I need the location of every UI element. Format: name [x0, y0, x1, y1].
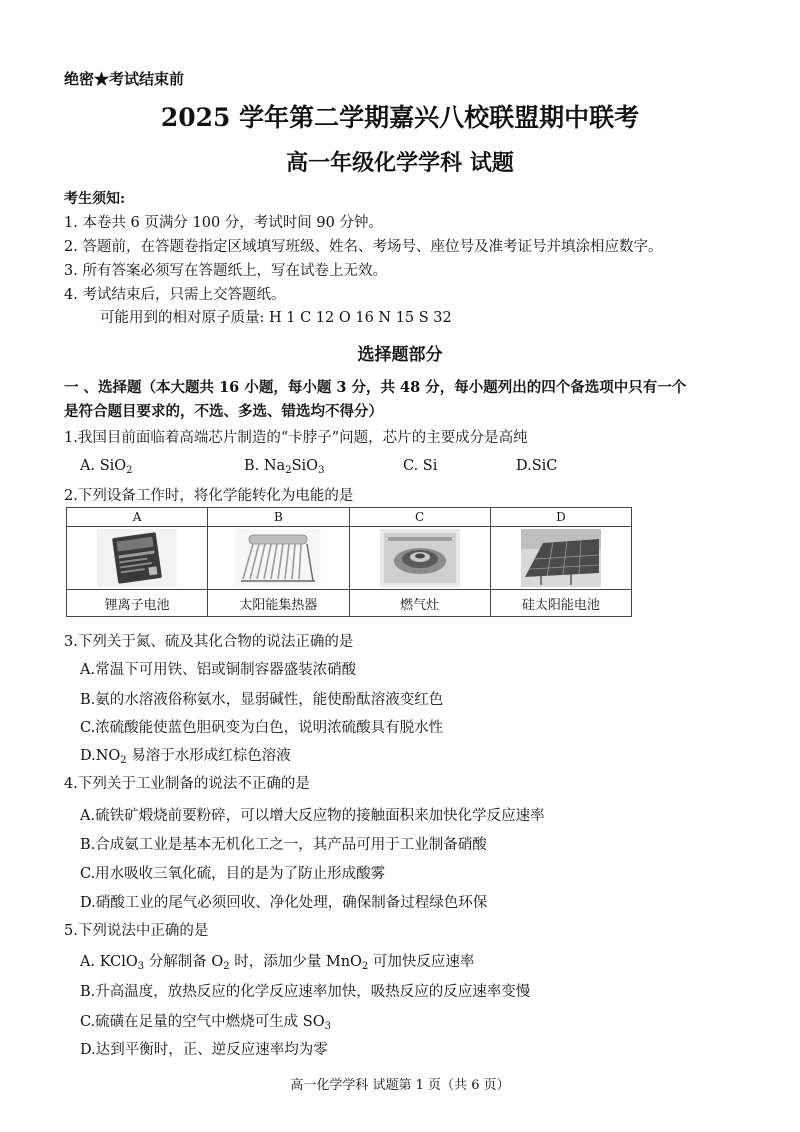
device-label-b: 太阳能集热器: [208, 590, 349, 617]
notice-item: 2. 答题前，在答题卷指定区域填写班级、姓名、考场号、座位号及准考证号并填涂相应数字。: [64, 239, 663, 255]
section-instruction: 一 、选择题（本大题共 16 小题，每小题 3 分，共 48 分，每小题列出的四个备选项中只有一个: [64, 379, 687, 396]
question-4-stem: 4.下列关于工业制备的说法不正确的是: [64, 776, 310, 792]
exam-title: 2025 学年第二学期嘉兴八校联盟期中联考: [160, 103, 640, 132]
question-5-option-b: B.升高温度，放热反应的化学反应速率加快，吸热反应的反应速率变慢: [80, 984, 531, 1000]
question-4-option-d: D.硝酸工业的尾气必须回收、净化处理，确保制备过程绿色环保: [80, 895, 488, 911]
question-3-stem: 3.下列关于氮、硫及其化合物的说法正确的是: [64, 634, 354, 650]
device-header-b: B: [208, 508, 349, 527]
notice-heading: 考生须知:: [64, 191, 126, 207]
question-1-option-b: B. $Na_2SiO_3$: [244, 458, 325, 476]
gas-stove-icon: [380, 529, 460, 587]
notice-item: 1. 本卷共 6 页满分 100 分，考试时间 90 分钟。: [64, 215, 383, 231]
question-3-option-b: B.氨的水溶液俗称氨水，显弱碱性，能使酚酞溶液变红色: [80, 692, 444, 708]
device-header-a: A: [67, 508, 208, 527]
device-label-d: 硅太阳能电池: [490, 590, 631, 617]
question-1-option-d: D.SiC: [516, 458, 558, 474]
device-table: [66, 507, 632, 617]
question-4-option-c: C.用水吸收三氧化硫，目的是为了防止形成酸雾: [80, 866, 386, 882]
notice-item: 3. 所有答案必须写在答题纸上，写在试卷上无效。: [64, 263, 387, 279]
page-footer: 高一化学学科 试题第 1 页（共 6 页）: [290, 1078, 510, 1093]
question-1-stem: 1.我国目前面临着高端芯片制造的“卡脖子”问题，芯片的主要成分是高纯: [64, 430, 528, 446]
device-header-c: C: [349, 508, 490, 527]
exam-subtitle: 高一年级化学学科 试题: [286, 150, 514, 176]
section-title: 选择题部分: [357, 345, 443, 365]
battery-icon: [97, 529, 177, 587]
section-instruction: 是符合题目要求的，不选、多选、错选均不得分）: [64, 403, 383, 420]
question-3-option-c: C.浓硫酸能使蓝色胆矾变为白色，说明浓硫酸具有脱水性: [80, 720, 444, 736]
question-5-option-c: C.硫磺在足量的空气中燃烧可生成 $SO_3$: [80, 1014, 331, 1032]
device-cell-c: [349, 527, 490, 590]
solar-panel-icon: [521, 529, 601, 587]
question-4-option-a: A.硫铁矿煅烧前要粉碎，可以增大反应物的接触面积来加快化学反应速率: [80, 808, 545, 824]
device-label-a: 锂离子电池: [67, 590, 208, 617]
question-5-option-a: A. KClO$_3$ 分解制备 $O_2$ 时，添加少量 MnO$_2$ 可加快反应速率: [80, 954, 475, 972]
question-3-option-d: $D.NO_2$ 易溶于水形成红棕色溶液: [80, 748, 291, 766]
question-4-option-b: B.合成氨工业是基本无机化工之一，其产品可用于工业制备硝酸: [80, 837, 487, 853]
question-1-option-a: A. SiO$_2$: [80, 458, 133, 476]
device-cell-a: [67, 527, 208, 590]
notice-item: 4. 考试结束后，只需上交答题纸。: [64, 287, 286, 303]
question-1-option-c: C. Si: [403, 458, 438, 474]
question-3-option-a: A.常温下可用铁、铝或铜制容器盛装浓硝酸: [80, 662, 357, 678]
question-5-stem: 5.下列说法中正确的是: [64, 923, 209, 939]
device-cell-d: [490, 527, 631, 590]
atomic-mass-line: 可能用到的相对原子质量: H 1 C 12 O 16 N 15 S 32: [100, 310, 452, 326]
secret-label: 绝密★考试结束前: [64, 70, 185, 88]
device-label-c: 燃气灶: [349, 590, 490, 617]
device-cell-b: [208, 527, 349, 590]
solar-water-heater-icon: [235, 529, 321, 587]
device-header-d: D: [490, 508, 631, 527]
question-2-stem: 2.下列设备工作时，将化学能转化为电能的是: [64, 488, 354, 504]
question-5-option-d: D.达到平衡时，正、逆反应速率均为零: [80, 1042, 328, 1058]
